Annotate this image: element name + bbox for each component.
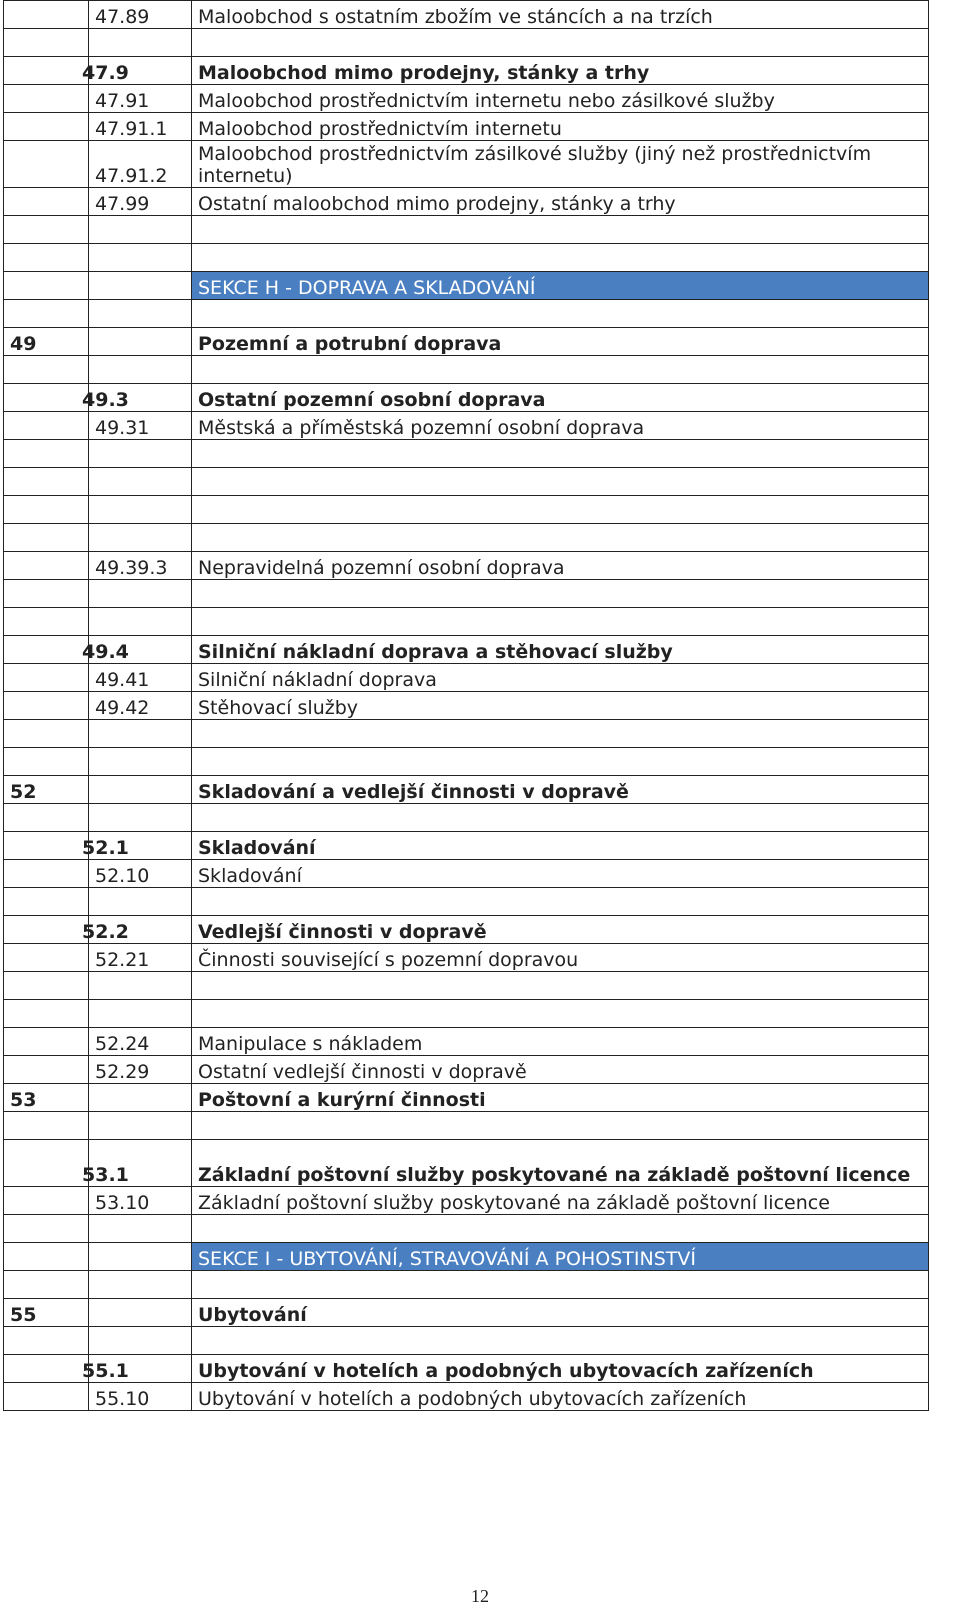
item-title: Vedlejší činnosti v dopravě [192, 916, 929, 944]
section-title: SEKCE H - DOPRAVA A SKLADOVÁNÍ [192, 272, 929, 300]
empty-cell [89, 608, 192, 636]
table-row [4, 1056, 929, 1084]
empty-cell [4, 1215, 89, 1243]
table-row [4, 328, 929, 356]
table-row [4, 1084, 929, 1112]
item-title [192, 1327, 929, 1355]
empty-cell [4, 468, 89, 496]
table-row [4, 57, 929, 85]
class-code: 49.42 [89, 692, 192, 720]
item-title [192, 608, 929, 636]
blank-row [4, 524, 929, 552]
item-title [192, 972, 929, 1000]
item-title [192, 804, 929, 832]
empty-cell [4, 944, 89, 972]
empty-cell [89, 216, 192, 244]
item-title [192, 244, 929, 272]
empty-cell [4, 720, 89, 748]
empty-cell [4, 188, 89, 216]
table-row [4, 1, 929, 29]
blank-row [4, 720, 929, 748]
table-row [4, 1383, 929, 1411]
item-title: Skladování [192, 860, 929, 888]
empty-cell [89, 972, 192, 1000]
empty-cell [4, 1383, 89, 1411]
empty-cell [4, 888, 89, 916]
item-title: Silniční nákladní doprava [192, 664, 929, 692]
empty-cell [89, 272, 192, 300]
empty-cell [89, 440, 192, 468]
empty-cell [4, 552, 89, 580]
item-title: Stěhovací služby [192, 692, 929, 720]
blank-row [4, 748, 929, 776]
item-title [192, 888, 929, 916]
item-title: Ostatní vedlejší činnosti v dopravě [192, 1056, 929, 1084]
table-row [4, 1140, 929, 1187]
item-title [192, 720, 929, 748]
item-title: Maloobchod s ostatním zbožím ve stáncích a na trzích [192, 1, 929, 29]
empty-cell [89, 888, 192, 916]
empty-cell [4, 972, 89, 1000]
item-title: Maloobchod mimo prodejny, stánky a trhy [192, 57, 929, 85]
group-code: 49.4 [4, 636, 89, 664]
empty-cell [4, 804, 89, 832]
item-title: Ostatní pozemní osobní doprava [192, 384, 929, 412]
item-title: Skladování [192, 832, 929, 860]
table-row [4, 636, 929, 664]
section-header-row [4, 272, 929, 300]
table-row [4, 113, 929, 141]
empty-cell [4, 1000, 89, 1028]
empty-cell [4, 1243, 89, 1271]
empty-cell [89, 328, 192, 356]
class-code: 53.10 [89, 1187, 192, 1215]
group-code: 52.1 [4, 832, 89, 860]
empty-cell [4, 664, 89, 692]
classification-table [3, 0, 929, 1411]
empty-cell [89, 496, 192, 524]
empty-cell [4, 1, 89, 29]
empty-cell [89, 1084, 192, 1112]
blank-row [4, 1000, 929, 1028]
table-row [4, 188, 929, 216]
empty-cell [4, 608, 89, 636]
blank-row [4, 1215, 929, 1243]
item-title: Městská a příměstská pozemní osobní doprava [192, 412, 929, 440]
table-row [4, 944, 929, 972]
empty-cell [4, 496, 89, 524]
empty-cell [89, 1243, 192, 1271]
item-title: Manipulace s nákladem [192, 1028, 929, 1056]
item-title [192, 468, 929, 496]
empty-cell [89, 524, 192, 552]
group-code: 53.1 [4, 1140, 89, 1187]
table-row [4, 1028, 929, 1056]
blank-row [4, 580, 929, 608]
blank-row [4, 216, 929, 244]
class-code: 52.10 [89, 860, 192, 888]
empty-cell [89, 29, 192, 57]
blank-row [4, 1327, 929, 1355]
blank-row [4, 468, 929, 496]
item-title [192, 580, 929, 608]
item-title: Poštovní a kurýrní činnosti [192, 1084, 929, 1112]
class-code: 47.91 [89, 85, 192, 113]
empty-cell [89, 300, 192, 328]
item-title [192, 1215, 929, 1243]
section-header-row [4, 1243, 929, 1271]
empty-cell [89, 1215, 192, 1243]
empty-cell [89, 804, 192, 832]
table-row [4, 860, 929, 888]
blank-row [4, 1271, 929, 1299]
item-title: Ostatní maloobchod mimo prodejny, stánky a trhy [192, 188, 929, 216]
table-row [4, 692, 929, 720]
item-title: Základní poštovní služby poskytované na základě poštovní licence [192, 1140, 929, 1187]
blank-row [4, 804, 929, 832]
class-code: 47.89 [89, 1, 192, 29]
empty-cell [4, 29, 89, 57]
empty-cell [4, 748, 89, 776]
item-title: Maloobchod prostřednictvím internetu [192, 113, 929, 141]
item-title [192, 1000, 929, 1028]
blank-row [4, 888, 929, 916]
blank-row [4, 608, 929, 636]
empty-cell [4, 1187, 89, 1215]
group-code: 52.2 [4, 916, 89, 944]
table-body [4, 1, 929, 1411]
empty-cell [4, 141, 89, 188]
item-title [192, 29, 929, 57]
table-row [4, 384, 929, 412]
empty-cell [4, 440, 89, 468]
page-number: 12 [471, 1586, 489, 1606]
item-title [192, 1112, 929, 1140]
table-row [4, 85, 929, 113]
item-title [192, 440, 929, 468]
item-title: Ubytování [192, 1299, 929, 1327]
item-title [192, 748, 929, 776]
empty-cell [89, 1000, 192, 1028]
empty-cell [89, 748, 192, 776]
blank-row [4, 972, 929, 1000]
class-code: 49.31 [89, 412, 192, 440]
division-code: 55 [4, 1299, 89, 1327]
class-code: 52.24 [89, 1028, 192, 1056]
empty-cell [89, 720, 192, 748]
item-title: Ubytování v hotelích a podobných ubytovacích zařízeních [192, 1355, 929, 1383]
empty-cell [89, 468, 192, 496]
empty-cell [89, 1299, 192, 1327]
empty-cell [4, 300, 89, 328]
blank-row [4, 440, 929, 468]
empty-cell [4, 524, 89, 552]
empty-cell [4, 1327, 89, 1355]
item-title: Ubytování v hotelích a podobných ubytovacích zařízeních [192, 1383, 929, 1411]
blank-row [4, 244, 929, 272]
class-code: 49.39.3 [89, 552, 192, 580]
empty-cell [89, 1327, 192, 1355]
class-code: 47.91.1 [89, 113, 192, 141]
class-code: 52.21 [89, 944, 192, 972]
empty-cell [89, 1271, 192, 1299]
item-title: Základní poštovní služby poskytované na základě poštovní licence [192, 1187, 929, 1215]
empty-cell [4, 860, 89, 888]
division-code: 53 [4, 1084, 89, 1112]
class-code: 47.91.2 [89, 141, 192, 188]
class-code: 49.41 [89, 664, 192, 692]
empty-cell [4, 356, 89, 384]
item-title: Maloobchod prostřednictvím internetu nebo zásilkové služby [192, 85, 929, 113]
empty-cell [4, 1028, 89, 1056]
item-title [192, 216, 929, 244]
class-code: 47.99 [89, 188, 192, 216]
empty-cell [4, 85, 89, 113]
empty-cell [4, 1056, 89, 1084]
item-title: Maloobchod prostřednictvím zásilkové služby (jiný než prostřednictvím internetu) [192, 141, 929, 188]
item-title [192, 300, 929, 328]
item-title [192, 524, 929, 552]
item-title [192, 356, 929, 384]
table-row [4, 141, 929, 188]
empty-cell [4, 580, 89, 608]
empty-cell [89, 1112, 192, 1140]
empty-cell [89, 776, 192, 804]
table-row [4, 664, 929, 692]
class-code: 55.10 [89, 1383, 192, 1411]
group-code: 55.1 [4, 1355, 89, 1383]
section-title: SEKCE I - UBYTOVÁNÍ, STRAVOVÁNÍ A POHOSTINSTVÍ [192, 1243, 929, 1271]
group-code: 47.9 [4, 57, 89, 85]
blank-row [4, 496, 929, 524]
table-row [4, 832, 929, 860]
blank-row [4, 356, 929, 384]
division-code: 49 [4, 328, 89, 356]
empty-cell [4, 113, 89, 141]
empty-cell [4, 1112, 89, 1140]
empty-cell [4, 272, 89, 300]
item-title: Činnosti související s pozemní dopravou [192, 944, 929, 972]
empty-cell [4, 692, 89, 720]
class-code: 52.29 [89, 1056, 192, 1084]
table-row [4, 1299, 929, 1327]
group-code: 49.3 [4, 384, 89, 412]
item-title [192, 1271, 929, 1299]
table-row [4, 412, 929, 440]
blank-row [4, 29, 929, 57]
division-code: 52 [4, 776, 89, 804]
table-row [4, 1187, 929, 1215]
item-title: Skladování a vedlejší činnosti v dopravě [192, 776, 929, 804]
table-row [4, 916, 929, 944]
blank-row [4, 300, 929, 328]
item-title [192, 496, 929, 524]
table-row [4, 552, 929, 580]
empty-cell [89, 244, 192, 272]
item-title: Silniční nákladní doprava a stěhovací služby [192, 636, 929, 664]
blank-row [4, 1112, 929, 1140]
table-row [4, 1355, 929, 1383]
empty-cell [4, 1271, 89, 1299]
empty-cell [4, 412, 89, 440]
empty-cell [4, 244, 89, 272]
empty-cell [89, 580, 192, 608]
table-row [4, 776, 929, 804]
empty-cell [89, 356, 192, 384]
empty-cell [4, 216, 89, 244]
item-title: Nepravidelná pozemní osobní doprava [192, 552, 929, 580]
item-title: Pozemní a potrubní doprava [192, 328, 929, 356]
